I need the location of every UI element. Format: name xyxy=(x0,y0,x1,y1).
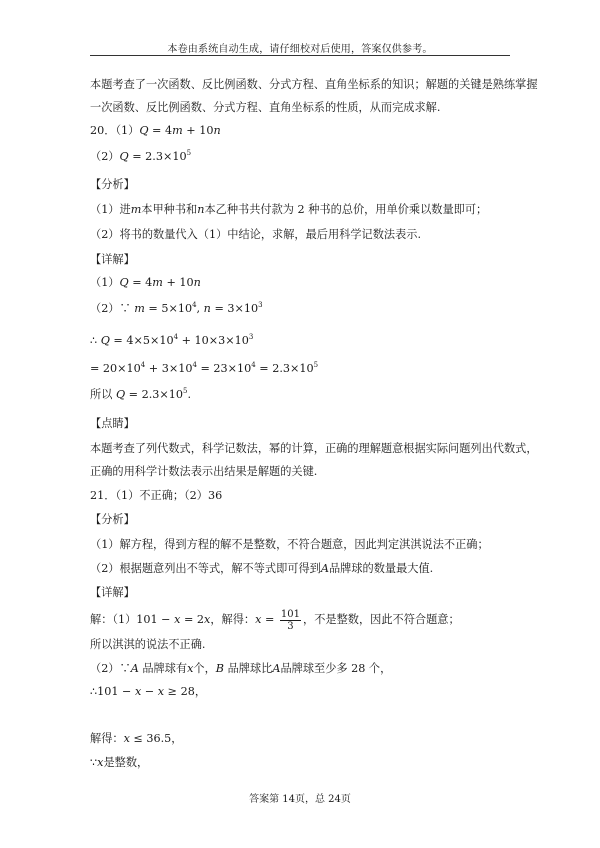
analysis-line-2: （2）将书的数量代入（1）中结论，求解，最后用科学记数法表示. xyxy=(90,228,422,241)
section-heading-detail-2: 【详解】 xyxy=(90,586,135,599)
text-line: 一次函数、反比例函数、分式方程、直角坐标系的性质，从而完成求解. xyxy=(90,101,441,114)
solution-line-2: 所以淇淇的说法不正确. xyxy=(90,638,206,651)
analysis-line-1: （1）进m本甲种书和n本乙种书共付款为 2 种书的总价，用单价乘以数量即可； xyxy=(90,203,488,216)
section-heading-detail: 【详解】 xyxy=(90,253,135,266)
formula-line-1: ∴ $Q = 4\times 5\times 10^4 + 10\times 3\times 10^3$ xyxy=(90,333,254,347)
solution-line-1: 解：（1）101 − x = 2x，解得：x = $\frac{101}{3}$ ，不是整数，因此不符合题意； xyxy=(90,608,460,632)
page-footer-number: 答案第 14页，总 24页 xyxy=(249,794,351,805)
formula-line-2: = $20\times 10^4 + 3\times 10^4 = 23\times 10^4 = 2.3\times 10^5$ xyxy=(90,361,319,375)
section-heading-analysis-2: 【分析】 xyxy=(90,513,135,526)
solution-line-3: （2）∵A 品牌球有x个，B 品牌球比A品牌球至少多 28 个， xyxy=(90,662,392,675)
formula-line-3: 所以 $Q = 2.3\times 10^5$. xyxy=(90,387,192,401)
q20-part2-answer: $(2)Q = 2.3\times 10^5$ xyxy=(90,149,192,163)
analysis2-line-2: （2）根据题意列出不等式，解不等式即可得到A品牌球的数量最大值. xyxy=(90,562,434,575)
detail-line-2: （2）∵ $m = 5\times 10^4$, $n = 3\times 10^3$ xyxy=(90,301,263,315)
q20-part1-answer: 20．（1）Q = 4m + 10n xyxy=(90,124,221,137)
q21-answer: 21．（1）不正确；（2）36 xyxy=(90,489,223,502)
text-line: 本题考查了一次函数、反比例函数、分式方程、直角坐标系的知识；解题的关键是熟练掌握 xyxy=(90,78,538,91)
fraction-101-over-3: $\frac{101}{3}$ xyxy=(280,608,301,632)
section-heading-comment: 【点睛】 xyxy=(90,417,135,430)
solution-line-6: ∵x是整数， xyxy=(90,756,149,769)
analysis2-line-1: （1）解方程，得到方程的解不是整数，不符合题意，因此判定淇淇说法不正确； xyxy=(90,538,489,551)
page-header-notice: 本卷由系统自动生成，请仔细校对后使用，答案仅供参考。 xyxy=(167,44,433,55)
solution-line-5: 解得：x ≤ 36.5， xyxy=(90,732,183,745)
comment-line-1: 本题考查了列代数式，科学记数法，幂的计算，正确的理解题意根据实际问题列出代数式， xyxy=(90,442,538,455)
comment-line-2: 正确的用科学计数法表示出结果是解题的关键. xyxy=(90,465,318,478)
detail-line-1: （1）Q = 4m + 10n xyxy=(90,276,201,289)
section-heading-analysis: 【分析】 xyxy=(90,178,135,191)
header-divider xyxy=(90,55,510,56)
solution-line-4: ∴101 − x − x ≥ 28， xyxy=(90,685,207,698)
